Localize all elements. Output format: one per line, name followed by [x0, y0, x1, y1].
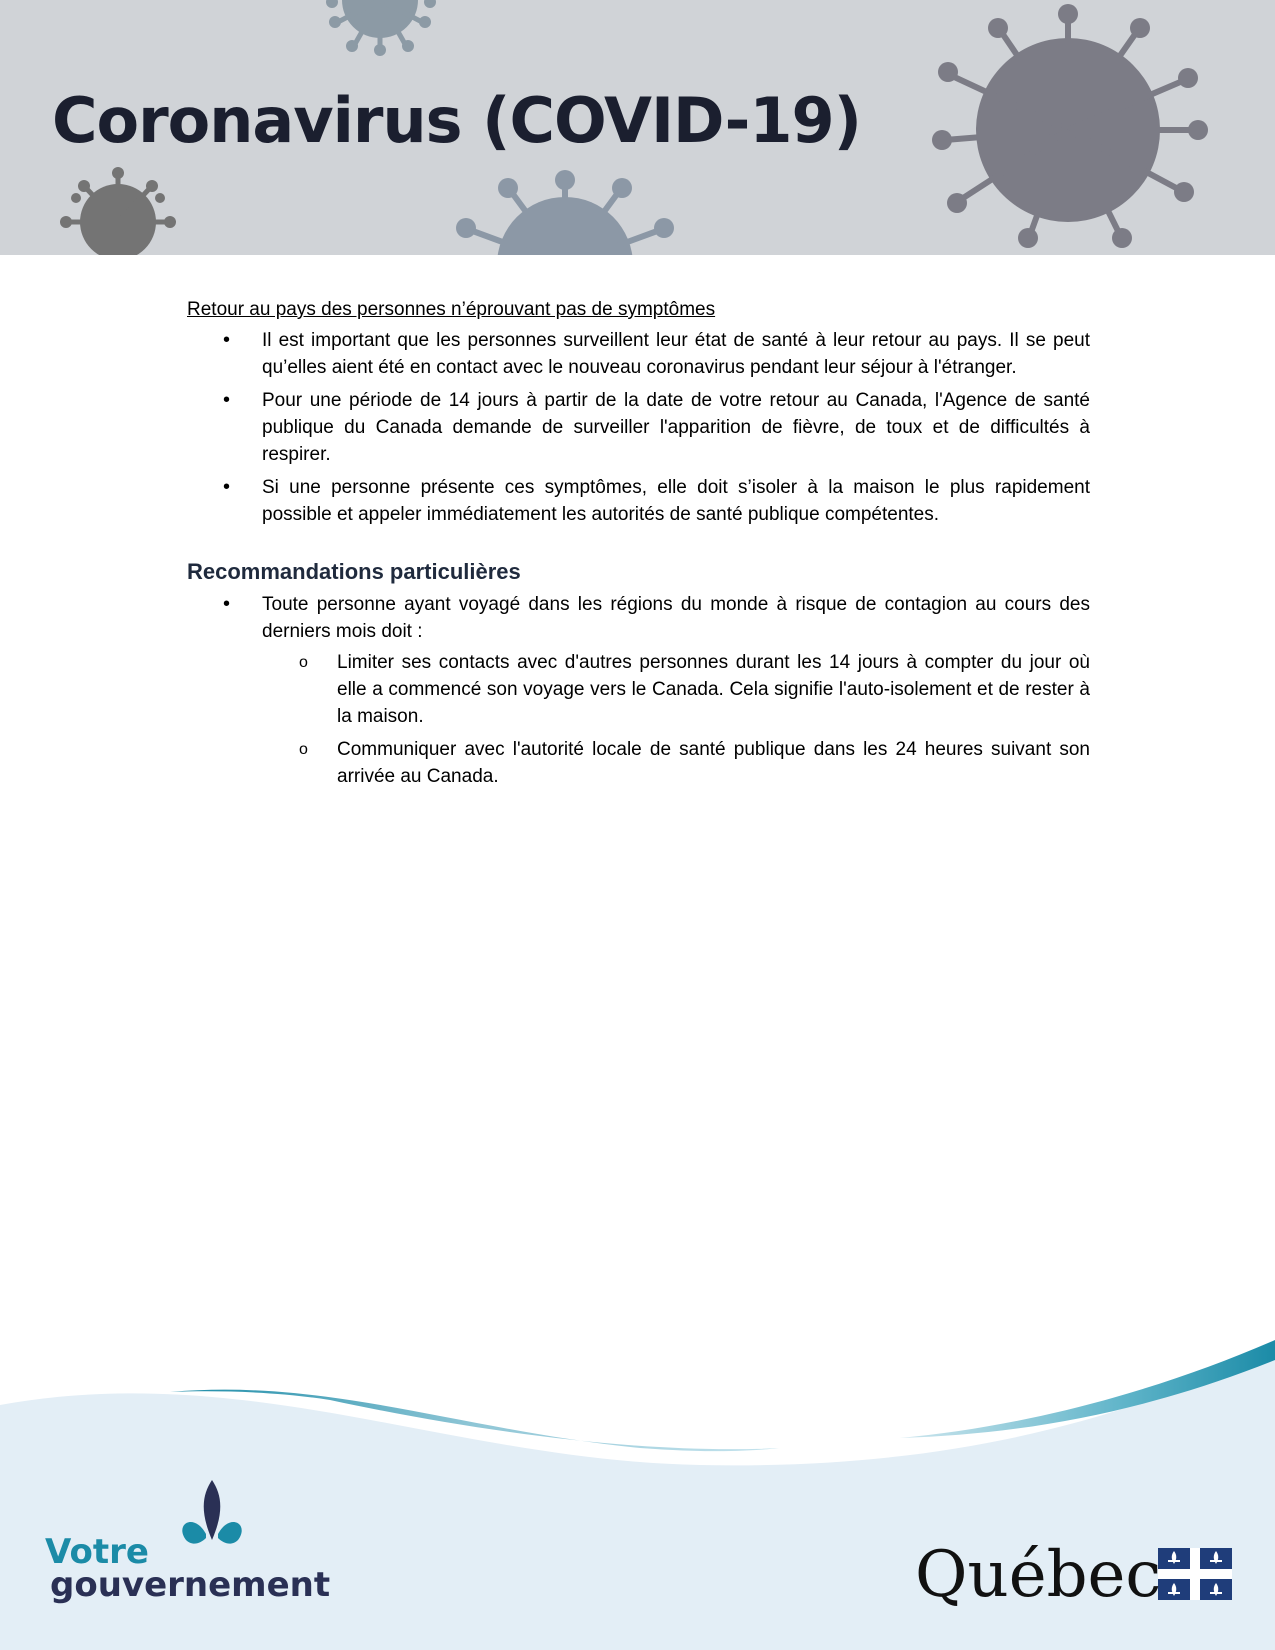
recommendations-sublist: [262, 649, 1090, 790]
risk-regions-link[interactable]: régions du monde à risque de contagion: [610, 594, 968, 615]
recommendations-list: [187, 591, 1090, 790]
recommendations-heading: Recommandations particulières: [187, 559, 521, 584]
logo-gouvernement: gouvernement: [50, 1565, 331, 1605]
sub-list-item: o Communiquer avec l'autorité locale de santé publique dans les 24 heures suivant son arrivée au Canada.: [262, 736, 1090, 790]
quebec-wordmark: Québec: [915, 1538, 1162, 1612]
list-item-text: Toute personne ayant voyagé dans les: [262, 594, 611, 615]
sub-list-item: o Limiter ses contacts avec d'autres personnes durant les 14 jours à compter du jour où elle a commencé son voyage vers le Canada. Cela signifie l'auto-isolement et de rester à la maison.: [262, 649, 1090, 730]
quebec-flag-icon: [1158, 1548, 1232, 1600]
virus-icon: [456, 170, 674, 255]
list-item: • Pour une période de 14 jours à partir de la date de votre retour au Canada, l'Agence de santé publique du Canada demande de surveiller l'apparition de fièvre, de toux et de difficultés à respirer.: [187, 387, 1090, 468]
symptom-monitoring-list: [187, 327, 1090, 528]
page-header: [0, 0, 1275, 255]
list-item: • Il est important que les personnes surveillent leur état de santé à leur retour au pays. Il se peut qu’elles aient été en contact avec le nouveau coronavirus pendant leur séjour à l'étranger.: [187, 327, 1090, 381]
main-content: [187, 296, 1090, 796]
virus-icon: [60, 167, 176, 255]
section-subheading: Retour au pays des personnes n’éprouvant pas de symptômes: [187, 299, 716, 320]
page-title: Coronavirus (COVID-19): [52, 84, 862, 157]
virus-icon: [932, 4, 1208, 248]
list-item-text: au cours des derniers mois doit :: [262, 594, 1090, 642]
logo-votre: Votre: [45, 1532, 149, 1572]
list-item: [187, 591, 1090, 790]
virus-icon: [326, 0, 436, 56]
list-item: • Si une personne présente ces symptômes, elle doit s’isoler à la maison le plus rapidement possible et appeler immédiatement les autorités de santé publique compétentes.: [187, 474, 1090, 528]
